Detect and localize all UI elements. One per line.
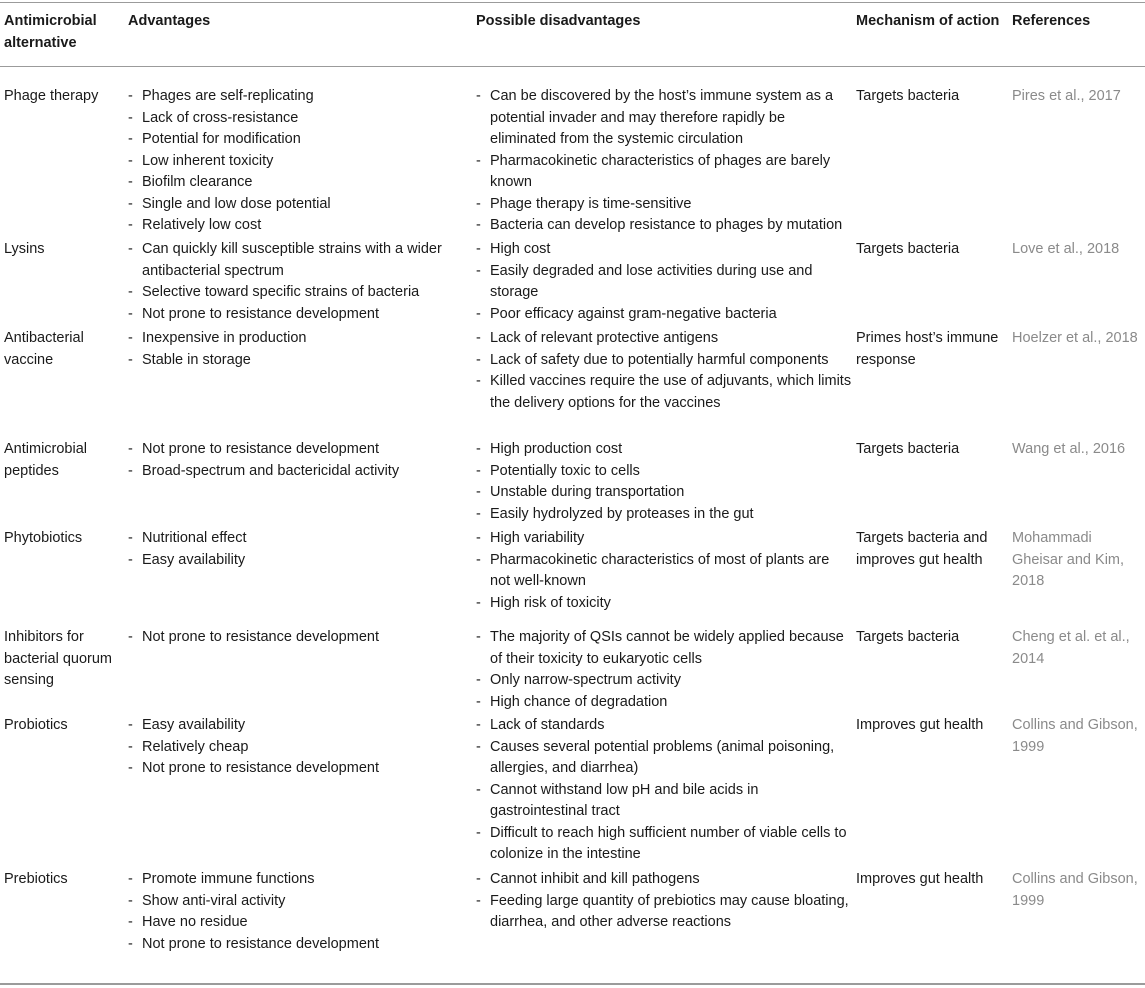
list-item: - High cost	[476, 239, 852, 261]
reference-cell: Cheng et al. et al., 2014	[1012, 629, 1130, 667]
disadvantages-cell-list	[476, 869, 852, 934]
advantages-cell	[124, 715, 472, 869]
reference-cell: Collins and Gibson, 1999	[1012, 717, 1138, 755]
list-item: - Difficult to reach high sufficient number of viable cells to colonize in the intestine	[476, 823, 852, 866]
list-item: - Easy availability	[128, 715, 472, 737]
advantages-cell-list	[128, 439, 472, 482]
advantages-cell-list	[128, 239, 472, 325]
list-item: - Pharmacokinetic characteristics of phages are barely known	[476, 151, 852, 194]
disadvantages-cell	[472, 869, 852, 981]
mechanism-cell: Targets bacteria	[856, 88, 960, 104]
table-row	[0, 869, 1143, 981]
list-item: - Single and low dose potential	[128, 194, 472, 216]
list-item: - High risk of toxicity	[476, 593, 852, 615]
reference-cell: Hoelzer et al., 2018	[1012, 330, 1138, 346]
table-row	[0, 65, 1143, 239]
list-item: - Relatively low cost	[128, 215, 472, 237]
list-item: - Poor efficacy against gram-negative bacteria	[476, 304, 852, 326]
list-item: - Phages are self-replicating	[128, 86, 472, 108]
reference-cell: Pires et al., 2017	[1012, 88, 1121, 104]
list-item: - Can quickly kill susceptible strains with a wider antibacterial spectrum	[128, 239, 472, 282]
list-item: - Killed vaccines require the use of adjuvants, which limits the delivery options for the vaccines	[476, 371, 852, 414]
mechanism-cell: Targets bacteria	[856, 241, 960, 257]
list-item: - Selective toward specific strains of bacteria	[128, 282, 472, 304]
advantages-cell	[124, 528, 472, 627]
table-bottom-rule	[0, 983, 1145, 985]
disadvantages-cell-list	[476, 86, 852, 237]
table-top-rule	[0, 2, 1145, 3]
list-item: - Causes several potential problems (animal poisoning, allergies, and diarrhea)	[476, 737, 852, 780]
mechanism-cell: Targets bacteria	[856, 441, 960, 457]
disadvantages-cell	[472, 239, 852, 328]
list-item: - Inexpensive in production	[128, 328, 472, 350]
alternative-name: Inhibitors for bacterial quorum sensing	[4, 629, 112, 688]
mechanism-cell: Targets bacteria	[856, 629, 960, 645]
list-item: - Feeding large quantity of prebiotics may cause bloating, diarrhea, and other adverse reactions	[476, 891, 852, 934]
list-item: - Potential for modification	[128, 129, 472, 151]
comparison-table	[0, 11, 1143, 981]
list-item: - Not prone to resistance development	[128, 934, 472, 956]
list-item: - Potentially toxic to cells	[476, 461, 852, 483]
disadvantages-cell-list	[476, 439, 852, 525]
disadvantages-cell	[472, 715, 852, 869]
list-item: - High variability	[476, 528, 852, 550]
alternative-name: Lysins	[4, 241, 45, 257]
list-item: - Not prone to resistance development	[128, 627, 472, 649]
list-item: - Easy availability	[128, 550, 472, 572]
table-row	[0, 715, 1143, 869]
list-item: - Broad-spectrum and bactericidal activity	[128, 461, 472, 483]
disadvantages-cell-list	[476, 528, 852, 614]
advantages-cell-list	[128, 715, 472, 780]
list-item: - Cannot inhibit and kill pathogens	[476, 869, 852, 891]
header-mechanism: Mechanism of action	[856, 13, 1000, 29]
list-item: - Not prone to resistance development	[128, 304, 472, 326]
disadvantages-cell	[472, 65, 852, 239]
disadvantages-cell	[472, 439, 852, 528]
list-item: - Pharmacokinetic characteristics of most of plants are not well-known	[476, 550, 852, 593]
list-item: - Easily hydrolyzed by proteases in the gut	[476, 504, 852, 526]
advantages-cell-list	[128, 328, 472, 371]
table-row	[0, 439, 1143, 528]
advantages-cell-list	[128, 627, 472, 649]
disadvantages-cell	[472, 528, 852, 627]
table-body	[0, 65, 1143, 981]
list-item: - Nutritional effect	[128, 528, 472, 550]
alternative-name: Antibacterial vaccine	[4, 330, 84, 368]
list-item: - Promote immune functions	[128, 869, 472, 891]
header-advantages: Advantages	[128, 13, 211, 29]
disadvantages-cell-list	[476, 328, 852, 414]
alternative-name: Prebiotics	[4, 871, 68, 887]
mechanism-cell: Targets bacteria and improves gut health	[856, 530, 988, 568]
advantages-cell	[124, 239, 472, 328]
disadvantages-cell	[472, 328, 852, 439]
advantages-cell-list	[128, 869, 472, 955]
reference-cell: Love et al., 2018	[1012, 241, 1120, 257]
list-item: - Only narrow-spectrum activity	[476, 670, 852, 692]
mechanism-cell: Primes host’s immune response	[856, 330, 999, 368]
list-item: - Not prone to resistance development	[128, 758, 472, 780]
list-item: - Low inherent toxicity	[128, 151, 472, 173]
list-item: - Bacteria can develop resistance to phages by mutation	[476, 215, 852, 237]
disadvantages-cell-list	[476, 627, 852, 713]
header-disadvantages: Possible disadvantages	[476, 13, 641, 29]
advantages-cell	[124, 65, 472, 239]
list-item: - Lack of standards	[476, 715, 852, 737]
list-item: - Lack of relevant protective antigens	[476, 328, 852, 350]
header-alternative: Antimicrobial alternative	[4, 13, 97, 51]
table-row	[0, 627, 1143, 715]
advantages-cell	[124, 439, 472, 528]
reference-cell: Collins and Gibson, 1999	[1012, 871, 1138, 909]
list-item: - Unstable during transportation	[476, 482, 852, 504]
list-item: - Have no residue	[128, 912, 472, 934]
list-item: - The majority of QSIs cannot be widely applied because of their toxicity to eukaryotic cells	[476, 627, 852, 670]
list-item: - Not prone to resistance development	[128, 439, 472, 461]
header-references: References	[1012, 13, 1091, 29]
table-header	[0, 11, 1143, 65]
table-row	[0, 528, 1143, 627]
alternative-name: Phytobiotics	[4, 530, 83, 546]
reference-cell: Wang et al., 2016	[1012, 441, 1126, 457]
advantages-cell-list	[128, 528, 472, 571]
alternative-name: Phage therapy	[4, 88, 99, 104]
list-item: - Biofilm clearance	[128, 172, 472, 194]
alternative-name: Probiotics	[4, 717, 68, 733]
list-item: - Can be discovered by the host’s immune system as a potential invader and may therefore rapidly be eliminated from the systemic circulation	[476, 86, 852, 151]
list-item: - Phage therapy is time-sensitive	[476, 194, 852, 216]
disadvantages-cell-list	[476, 239, 852, 325]
list-item: - Relatively cheap	[128, 737, 472, 759]
list-item: - Stable in storage	[128, 350, 472, 372]
list-item: - Easily degraded and lose activities during use and storage	[476, 261, 852, 304]
table-row	[0, 239, 1143, 328]
alternative-name: Antimicrobial peptides	[4, 441, 87, 479]
disadvantages-cell	[472, 627, 852, 715]
list-item: - High chance of degradation	[476, 692, 852, 714]
list-item: - Lack of cross-resistance	[128, 108, 472, 130]
advantages-cell	[124, 869, 472, 981]
mechanism-cell: Improves gut health	[856, 717, 984, 733]
list-item: - Show anti-viral activity	[128, 891, 472, 913]
list-item: - Lack of safety due to potentially harmful components	[476, 350, 852, 372]
header-row	[0, 11, 1143, 65]
table-row	[0, 328, 1143, 439]
advantages-cell	[124, 627, 472, 715]
disadvantages-cell-list	[476, 715, 852, 866]
list-item: - Cannot withstand low pH and bile acids in gastrointestinal tract	[476, 780, 852, 823]
list-item: - High production cost	[476, 439, 852, 461]
mechanism-cell: Improves gut health	[856, 871, 984, 887]
advantages-cell	[124, 328, 472, 439]
reference-cell: Mohammadi Gheisar and Kim, 2018	[1012, 530, 1125, 589]
advantages-cell-list	[128, 86, 472, 237]
